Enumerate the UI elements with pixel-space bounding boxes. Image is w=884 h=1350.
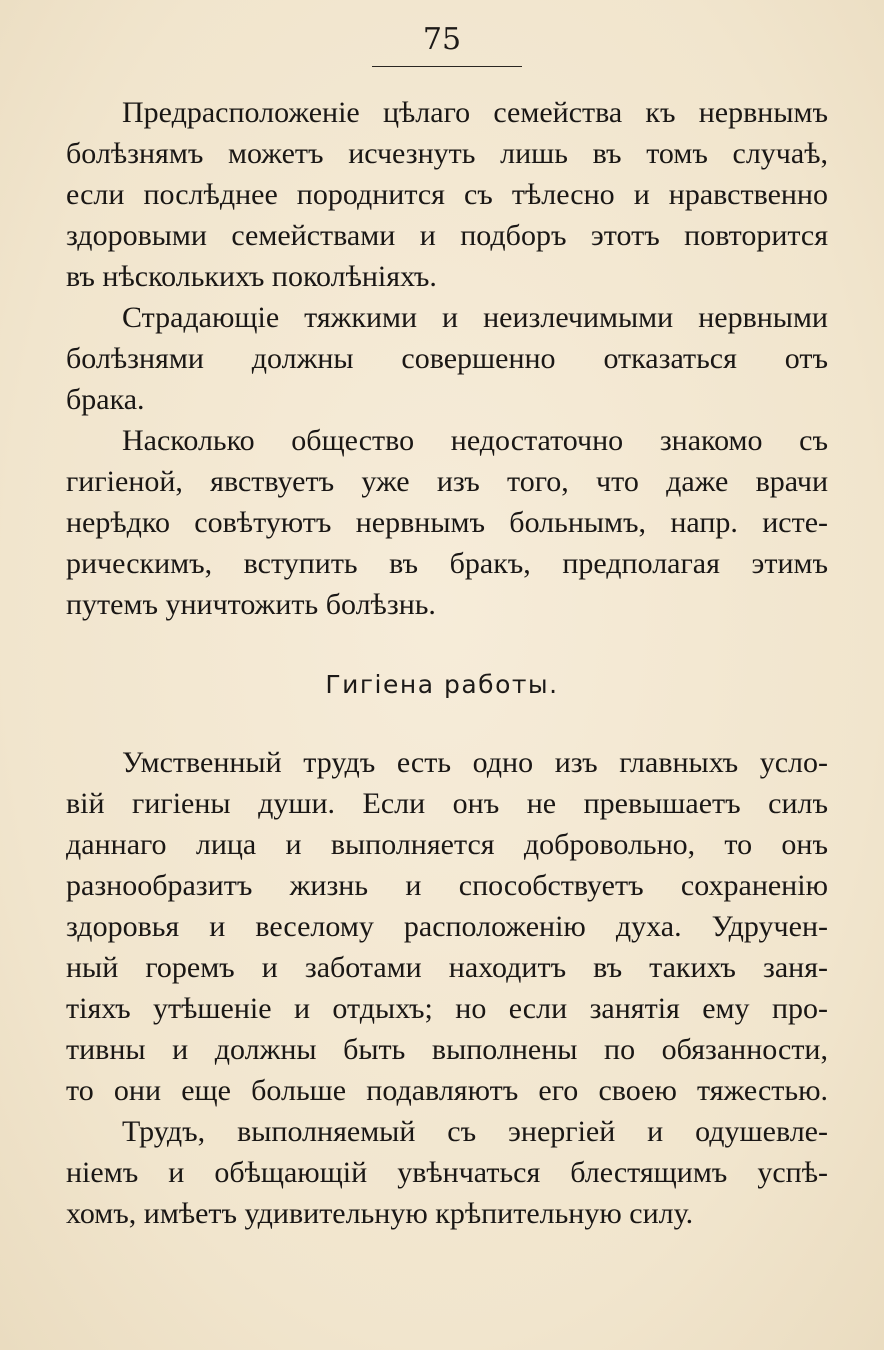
text-line: Предрасположенiе цѣлаго семейства къ нервнымъ xyxy=(122,96,828,129)
paragraph xyxy=(66,742,828,1111)
text-block-bottom xyxy=(66,742,828,1234)
text-line: вiй гигiены души. Если онъ не превышаетъ силъ xyxy=(66,787,828,820)
paragraph xyxy=(66,92,828,297)
text-line: Трудъ, выполняемый съ энергiей и одушевле- xyxy=(122,1115,828,1148)
paragraph xyxy=(66,420,828,625)
text-line: тивны и должны быть выполнены по обязанности, xyxy=(66,1033,828,1066)
text-line: болѣзнями должны совершенно отказаться отъ xyxy=(66,342,828,375)
text-line: въ нѣсколькихъ поколѣнiяхъ. xyxy=(66,260,437,293)
text-line: нерѣдко совѣтуютъ нервнымъ больнымъ, напр. исте- xyxy=(66,506,828,539)
text-line: Умственный трудъ есть одно изъ главныхъ усло- xyxy=(122,746,828,779)
text-line: Страдающiе тяжкими и неизлечимыми нервными xyxy=(122,301,828,334)
text-line: ный горемъ и заботами находитъ въ такихъ заня- xyxy=(66,951,828,984)
header-rule xyxy=(372,66,522,67)
text-line: здоровья и веселому расположенiю духа. Удручен- xyxy=(66,910,828,943)
text-line: то они еще больше подавляютъ его своею тяжестью. xyxy=(66,1074,828,1107)
text-line: разнообразитъ жизнь и способствуетъ сохраненiю xyxy=(66,869,828,902)
text-line: хомъ, имѣетъ удивительную крѣпительную силу. xyxy=(66,1197,694,1230)
page-number: 75 xyxy=(422,22,462,57)
paragraph xyxy=(66,1111,828,1234)
text-line: путемъ уничтожить болѣзнь. xyxy=(66,588,436,621)
text-line: тiяхъ утѣшенiе и отдыхъ; но если занятiя ему про- xyxy=(66,992,828,1025)
text-block-top xyxy=(66,92,828,625)
text-line: даннаго лица и выполняется добровольно, то онъ xyxy=(66,828,828,861)
text-line: гигiеной, явствуетъ уже изъ того, что даже врачи xyxy=(66,465,828,498)
text-line: здоровыми семействами и подборъ этотъ повторится xyxy=(66,219,828,252)
text-line: Насколько общество недостаточно знакомо съ xyxy=(122,424,828,457)
text-line: нiемъ и обѣщающiй увѣнчаться блестящимъ успѣ- xyxy=(66,1156,828,1189)
text-line: брака. xyxy=(66,383,145,416)
paragraph xyxy=(66,297,828,420)
text-line: если послѣднее породнится съ тѣлесно и нравственно xyxy=(66,178,828,211)
section-heading: Гигiена работы. xyxy=(325,670,559,699)
text-line: рическимъ, вступить въ бракъ, предполагая этимъ xyxy=(66,547,828,580)
text-line: болѣзнямъ можетъ исчезнуть лишь въ томъ случаѣ, xyxy=(66,137,828,170)
